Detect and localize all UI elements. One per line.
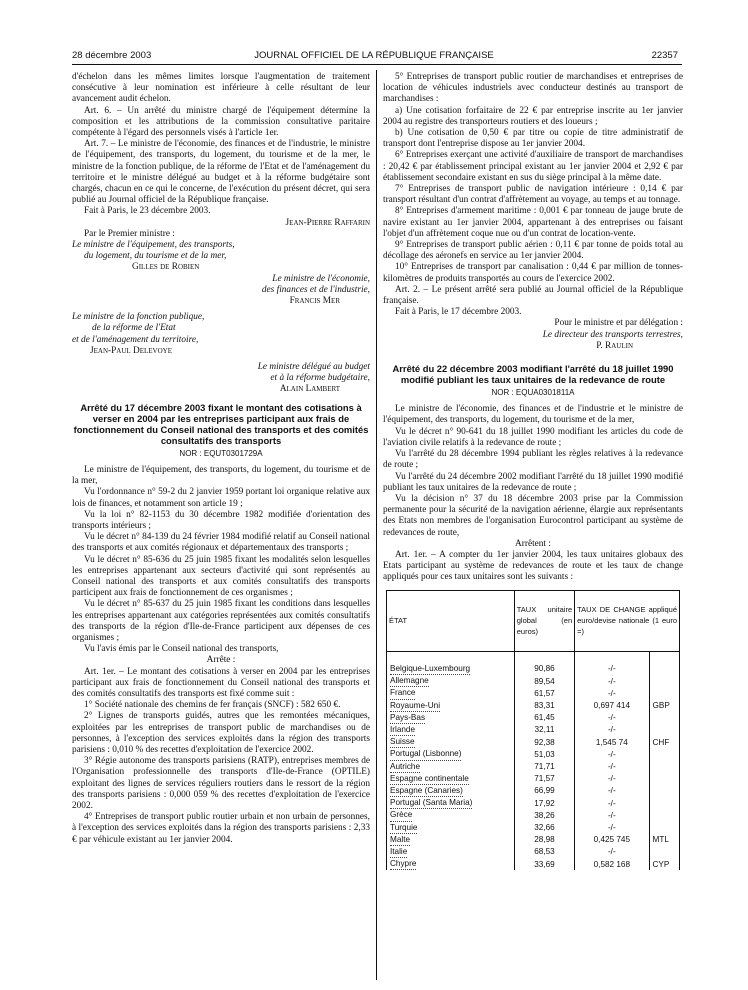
visa: Vu la décision n° 37 du 18 décembre 2003 prise par la Commission permanente pour la sécurité de la navigation aérienne, élargie aux représentants des Etats non membres de l'organisation Eurocontrol participant au système de redevances de route, — [383, 493, 683, 538]
state-cell: Chypre — [387, 858, 515, 870]
nor-reference: NOR : EQUT0301729A — [179, 448, 263, 458]
signature-lambert: Alain Lambert — [279, 384, 340, 395]
visa: Vu le décret n° 85-636 du 25 juin 1985 fixant les modalités selon lesquelles les entreprises appartenant aux secteurs d'activité qui sont représentés au Conseil national des transports et aux comités consultatifs des transports participent aux frais de fonctionnement de ces organismes ; — [72, 554, 370, 599]
visa: Vu l'ordonnance n° 59-2 du 2 janvier 1959 portant loi organique relative aux lois de finances, et notamment son article 19 ; — [72, 487, 370, 509]
minister-title: et de l'aménagement du territoire, — [72, 334, 199, 345]
column-header-state: ÉTAT — [387, 590, 515, 651]
minister-title: des finances et de l'industrie, — [261, 284, 370, 295]
list-item: 3° Régie autonome des transports parisiens (RATP), entreprises membres de l'Organisation professionnelle des transports d'Ile-de-France (OPTILE) exploitant des lignes de services réguliers routiers dans le ressort de la région des transports parisiens : 0,000 059 % des recettes d'exploitation de l'exercice 2002. — [72, 756, 370, 811]
currency-cell — [649, 797, 679, 809]
state-cell: France — [387, 687, 515, 699]
state-cell: Portugal (Lisbonne) — [387, 748, 515, 760]
exchange-cell: -/- — [575, 846, 649, 858]
arrete-heading: Arrête : — [206, 655, 236, 666]
signature-mer: Francis Mer — [289, 296, 340, 307]
state-cell: Pays-Bas — [387, 712, 515, 724]
state-cell: Belgique-Luxembourg — [387, 663, 515, 675]
currency-cell: MTL — [649, 834, 679, 846]
column-header-exchange: TAUX DE CHANGE appliqué euro/devise nationale (1 euro =) — [575, 590, 680, 651]
table-row — [387, 700, 680, 712]
rate-cell: 32,66 — [514, 822, 574, 834]
currency-cell — [649, 846, 679, 858]
paragraph: d'échelon dans les mêmes limites lorsque l'augmentation de traitement consécutive à leur nomination est inférieure à celle résultant de leur avancement audit échelon. — [72, 72, 370, 105]
list-item: 2° Lignes de transports guidés, autres que les remontées mécaniques, exploitées par les entreprises de transport public de marchandises ou de personnes, à l'exception des services exploités dans la région des transports parisiens : 0,010 % des recettes d'exploitation de l'exercice 2002. — [72, 711, 370, 755]
visa: Le ministre de l'économie, des finances et de l'industrie et le ministre de l'équipement, des transports, du logement, du tourisme et de la mer, — [383, 404, 683, 426]
state-cell: Portugal (Santa Maria) — [387, 797, 515, 809]
exchange-cell: 0,697 414 — [575, 700, 649, 712]
header-journal-title: JOURNAL OFFICIEL DE LA RÉPUBLIQUE FRANÇAISE — [254, 50, 494, 61]
state-cell: Grèce — [387, 809, 515, 821]
state-cell: Turquie — [387, 822, 515, 834]
signature-raulin: P. Raulin — [596, 340, 633, 351]
rate-cell: 38,26 — [514, 809, 574, 821]
signature-robien: Gilles de Robien — [132, 262, 200, 273]
exchange-cell: 0,425 745 — [575, 834, 649, 846]
list-item: 6° Entreprises exerçant une activité d'auxiliaire de transport de marchandises : 20,42 € par établissement principal existant au 1er janvier 2004 et 2,92 € par établissement secondaire existant en sus du siège principal à la même date. — [383, 150, 683, 183]
done-at-paris: Fait à Paris, le 17 décembre 2003. — [395, 307, 522, 318]
exchange-cell: -/- — [575, 773, 649, 785]
column-header-rate: TAUX unitaire global (en euros) — [514, 590, 574, 651]
minister-title: et à la réforme budgétaire, — [270, 373, 370, 384]
header-page-number: 22357 — [651, 50, 678, 61]
currency-cell — [649, 761, 679, 773]
table-row — [387, 846, 680, 858]
state-cell: Italie — [387, 846, 515, 858]
currency-cell — [649, 675, 679, 687]
article-6: Art. 6. – Un arrêté du ministre chargé de l'équipement détermine la composition et les attributions de la commission consultative paritaire compétente à l'égard des personnels visés à l'article 1er. — [72, 105, 370, 139]
nor-reference: NOR : EQUA0301811A — [491, 388, 575, 398]
exchange-cell: -/- — [575, 761, 649, 773]
exchange-cell: -/- — [575, 724, 649, 736]
currency-cell — [649, 663, 679, 675]
state-cell: Espagne (Canaries) — [387, 785, 515, 797]
currency-cell — [649, 712, 679, 724]
minister-title: Le ministre de la fonction publique, — [72, 312, 205, 323]
list-item: 10° Entreprises de transport par canalisation : 0,44 € par million de tonnes-kilomètres de produits transportés au cours de l'exercice 2002. — [383, 262, 683, 284]
exchange-cell: -/- — [575, 748, 649, 760]
table-row — [387, 687, 680, 699]
header-date: 28 décembre 2003 — [72, 50, 152, 61]
rate-cell: 61,57 — [514, 687, 574, 699]
exchange-cell: -/- — [575, 712, 649, 724]
table-row — [387, 761, 680, 773]
currency-cell: CHF — [649, 736, 679, 748]
table-row — [387, 797, 680, 809]
signature-raffarin: Jean-Pierre Raffarin — [285, 217, 370, 228]
exchange-cell: 0,582 168 — [575, 858, 649, 870]
currency-cell — [649, 785, 679, 797]
exchange-cell: -/- — [575, 822, 649, 834]
state-cell: Allemagne — [387, 675, 515, 687]
state-cell: Suisse — [387, 736, 515, 748]
rate-cell: 83,31 — [514, 700, 574, 712]
state-cell: Autriche — [387, 761, 515, 773]
rate-cell: 32,11 — [514, 724, 574, 736]
delegation-title: Le directeur des transports terrestres, — [542, 329, 683, 340]
by-prime-minister: Par le Premier ministre : — [84, 228, 175, 239]
rate-cell: 33,69 — [514, 858, 574, 870]
visa: Vu la loi n° 82-1153 du 30 décembre 1982 modifiée d'orientation des transports intérieurs ; — [72, 509, 370, 531]
decree-title: Arrêté du 22 décembre 2003 modifiant l'arrêté du 18 juillet 1990 modifié publiant les taux unitaires de la redevance de route — [392, 363, 674, 386]
rate-cell: 90,86 — [514, 663, 574, 675]
rate-cell: 17,92 — [514, 797, 574, 809]
currency-cell — [649, 773, 679, 785]
currency-cell — [649, 822, 679, 834]
list-item: b) Une cotisation de 0,50 € par titre ou copie de titre administratif de transport dont l'entreprise dispose au 1er janvier 2004. — [383, 128, 683, 150]
list-item: 9° Entreprises de transport public aérien : 0,11 € par tonne de poids total au décollage des aéronefs en service au 1er janvier 2004. — [383, 240, 683, 262]
rate-cell: 28,98 — [514, 834, 574, 846]
article-1: Art. 1er. – Le montant des cotisations à verser en 2004 par les entreprises participant aux frais de fonctionnement du Conseil national des transports et des comités consultatifs des transports est fixé comme suit : — [72, 666, 370, 699]
article-1: Art. 1er. – A compter du 1er janvier 2004, les taux unitaires globaux des Etats participant au système de redevances de route et les taux de change appliqués pour ces taux unitaires sont les suivants : — [383, 549, 683, 583]
currency-cell — [649, 809, 679, 821]
state-cell: Irlande — [387, 724, 515, 736]
table-body — [387, 651, 680, 870]
table-row — [387, 809, 680, 821]
state-cell: Espagne continentale — [387, 773, 515, 785]
currency-cell: CYP — [649, 858, 679, 870]
minister-title: de la réforme de l'Etat — [92, 323, 176, 334]
minister-title: Le ministre délégué au budget — [257, 362, 370, 373]
minister-title: du logement, du tourisme et de la mer, — [84, 251, 227, 262]
page-header — [0, 0, 748, 70]
exchange-cell: -/- — [575, 785, 649, 797]
state-cell: Royaume-Uni — [387, 700, 515, 712]
right-column — [383, 72, 683, 870]
rate-cell: 71,71 — [514, 761, 574, 773]
visa: Vu le décret n° 84-139 du 24 février 1984 modifié relatif au Conseil national des transports et aux comités régionaux et départementaux des transports ; — [72, 532, 370, 554]
exchange-cell: -/- — [575, 797, 649, 809]
rate-cell: 92,38 — [514, 736, 574, 748]
list-item: a) Une cotisation forfaitaire de 22 € par entreprise inscrite au 1er janvier 2004 au registre des transporteurs routiers et des loueurs ; — [383, 105, 683, 127]
exchange-cell: -/- — [575, 675, 649, 687]
rate-cell: 51,03 — [514, 748, 574, 760]
visa: Vu l'avis émis par le Conseil national des transports, — [84, 644, 279, 655]
delegation-line: Pour le ministre et par délégation : — [554, 318, 683, 329]
exchange-cell: -/- — [575, 809, 649, 821]
rate-cell: 68,53 — [514, 846, 574, 858]
unit-rates-table — [386, 590, 680, 871]
rate-cell: 71,57 — [514, 773, 574, 785]
header-rule — [72, 64, 682, 65]
table-row — [387, 773, 680, 785]
article-2: Art. 2. – Le présent arrêté sera publié au Journal officiel de la République française. — [383, 284, 683, 307]
arretent-heading: Arrêtent : — [515, 538, 551, 549]
state-cell: Malte — [387, 834, 515, 846]
table-row — [387, 675, 680, 687]
table-row — [387, 785, 680, 797]
list-item: 1° Société nationale des chemins de fer français (SNCF) : 582 650 €. — [84, 700, 341, 711]
rate-cell: 89,54 — [514, 675, 574, 687]
visa: Vu l'arrêté du 24 décembre 2002 modifiant l'arrêté du 18 juillet 1990 modifié publiant les taux unitaires de la redevance de route ; — [383, 471, 683, 493]
visa: Vu le décret n° 85-637 du 25 juin 1985 fixant les conditions dans lesquelles les entreprises appartenant aux catégories représentées aux comités consultatifs des transports de la région d'Ile-de-France participent aux dépenses de ces organismes ; — [72, 599, 370, 643]
done-at-paris: Fait à Paris, le 23 décembre 2003. — [84, 206, 211, 217]
list-item: 4° Entreprises de transport public routier urbain et non urbain de personnes, à l'exception des services exploités dans la région des transports parisiens : 2,33 € par véhicule existant au 1er janvier 2004. — [72, 812, 370, 845]
table-row — [387, 822, 680, 834]
rate-cell: 66,99 — [514, 785, 574, 797]
signature-delevoye: Jean-Paul Delevoye — [90, 345, 172, 356]
exchange-cell: -/- — [575, 663, 649, 675]
visa: Le ministre de l'équipement, des transports, du logement, du tourisme et de la mer, — [72, 464, 370, 487]
currency-cell — [649, 724, 679, 736]
decree-title: Arrêté du 17 décembre 2003 fixant le montant des cotisations à verser en 2004 par les entreprises participant aux frais de fonctionnement du Conseil national des transports et des comités consultatifs des transports — [73, 401, 369, 446]
table-row — [387, 834, 680, 846]
table-row — [387, 858, 680, 870]
exchange-cell: 1,545 74 — [575, 736, 649, 748]
visa: Vu l'arrêté du 28 décembre 1994 publiant les règles relatives à la redevance de route ; — [383, 449, 683, 471]
column-divider — [376, 70, 377, 980]
table-row — [387, 712, 680, 724]
currency-cell — [649, 748, 679, 760]
table-row — [387, 724, 680, 736]
article-7: Art. 7. – Le ministre de l'économie, des finances et de l'industrie, le ministre de l'équipement, des transports, du logement, du tourisme et de la mer, le ministre de la fonction publique, de la réforme de l'Etat et de l'aménagement du territoire et le ministre délégué au budget et à la réforme budgétaire sont chargés, chacun en ce qui le concerne, de l'exécution du présent décret, qui sera publié au Journal officiel de la République française. — [72, 139, 370, 206]
table-row — [387, 736, 680, 748]
left-column — [72, 72, 370, 846]
minister-title: Le ministre de l'équipement, des transports, — [72, 240, 235, 251]
currency-cell: GBP — [649, 700, 679, 712]
list-item: 8° Entreprises d'armement maritime : 0,001 € par tonneau de jauge brute de navire existant au 1er janvier 2004, appartenant à des entreprises ou faisant l'objet d'un affrètement coque nue ou d'un contrat de location-vente. — [383, 206, 683, 239]
table-row — [387, 663, 680, 675]
currency-cell — [649, 687, 679, 699]
list-item: 7° Entreprises de transport public de navigation intérieure : 0,14 € par transport résultant d'un contrat d'affrètement au voyage, au temps et au tonnage. — [383, 184, 683, 206]
visa: Vu le décret n° 90-641 du 18 juillet 1990 modifiant les articles du code de l'aviation civile relatifs à la redevance de route ; — [383, 426, 683, 448]
minister-title: Le ministre de l'économie, — [272, 273, 370, 284]
exchange-cell: -/- — [575, 687, 649, 699]
list-item: 5° Entreprises de transport public routier de marchandises et entreprises de location de véhicules industriels avec conducteur destinés au transport de marchandises : — [383, 72, 683, 105]
rate-cell: 61,45 — [514, 712, 574, 724]
table-row — [387, 748, 680, 760]
